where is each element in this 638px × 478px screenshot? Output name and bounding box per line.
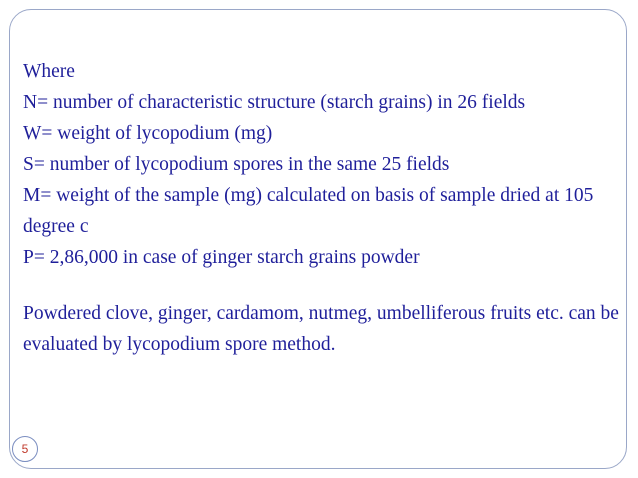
- summary-paragraph: Powdered clove, ginger, cardamom, nutmeg, umbelliferous fruits etc. can be evaluated by lycopodium spore method.: [23, 303, 619, 355]
- spacer: [23, 273, 619, 298]
- definition-s: S= number of lycopodium spores in the same 25 fields: [23, 154, 450, 175]
- page-number-badge: 5: [12, 436, 38, 462]
- definition-w: W= weight of lycopodium (mg): [23, 123, 273, 144]
- slide-content: [23, 56, 619, 360]
- definition-n: N= number of characteristic structure (starch grains) in 26 fields: [23, 92, 526, 113]
- where-label: Where: [23, 61, 75, 82]
- definition-p: P= 2,86,000 in case of ginger starch grains powder: [23, 247, 420, 268]
- definition-m: M= weight of the sample (mg) calculated on basis of sample dried at 105 degree c: [23, 185, 594, 237]
